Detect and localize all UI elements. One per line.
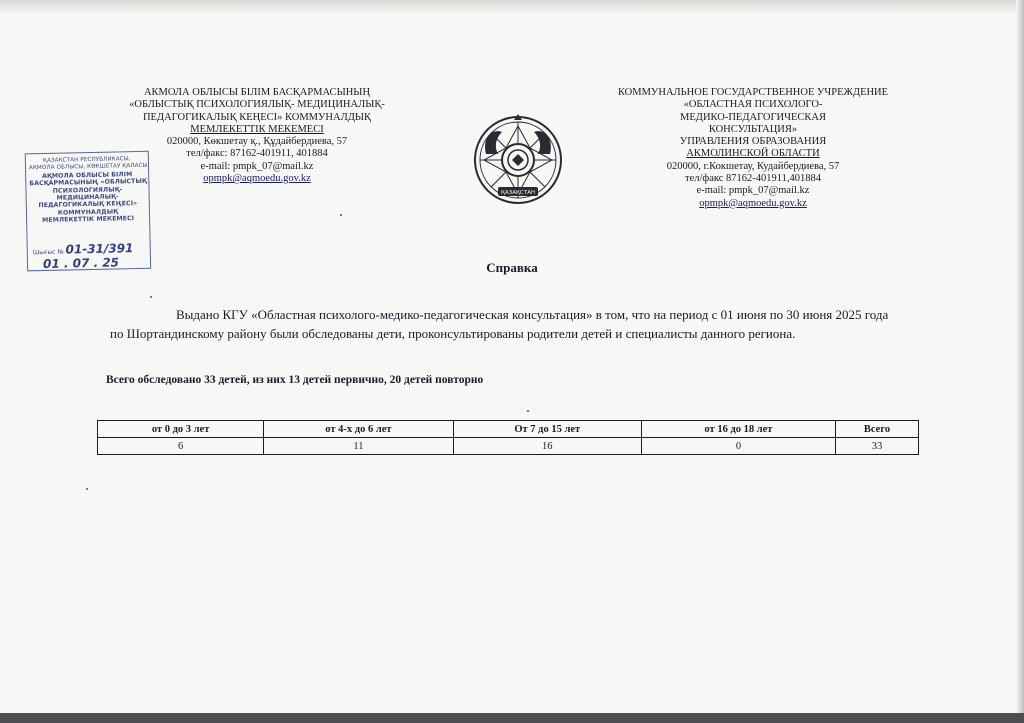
stamp-line: ҚАЗАҚСТАН РЕСПУБЛИКАСЫ, xyxy=(42,156,131,164)
header-left-kazakh xyxy=(112,87,402,185)
age-group-stats-table xyxy=(97,420,919,455)
table-cell: 16 xyxy=(453,438,641,455)
stamp-line: ПЕДАГОГИКАЛЫҚ КЕҢЕСІ» xyxy=(38,200,138,210)
stamp-line: ПСИХОЛОГИЯЛЫҚ- xyxy=(52,185,123,195)
header-right-email: e-mail: pmpk_07@mail.kz xyxy=(696,185,810,197)
body-line-1: Выдано КГУ «Областная психолого-медико-педагогическая консультация» в том, что на период с 01 июня по 30 июня 2025 года xyxy=(176,307,889,322)
emblem-banner-text: ҚАЗАҚСТАН xyxy=(501,190,535,196)
stamp-number-label: Шығыс № xyxy=(32,248,64,257)
table-header-row xyxy=(98,421,919,438)
table-cell: 11 xyxy=(264,438,453,455)
header-right-phone: тел/факс 87162-401911,401884 xyxy=(685,173,821,185)
header-left-line: АКМОЛА ОБЛЫСЫ БІЛІМ БАСҚАРМАСЫНЫҢ xyxy=(143,87,371,98)
column-header: от 16 до 18 лет xyxy=(641,421,835,438)
header-left-email: e-mail: pmpk_07@mail.kz xyxy=(200,160,314,172)
stamp-line: МЕМЛЕКЕТТІК МЕКЕМЕСІ xyxy=(42,215,135,225)
scan-speck xyxy=(340,214,342,216)
header-left-link[interactable]: opmpk@aqmoedu.gov.kz xyxy=(203,173,311,185)
header-right-line: АКМОЛИНСКОЙ ОБЛАСТИ xyxy=(686,148,820,160)
stamp-line: БАСҚАРМАСЫНЫҢ «ОБЛЫСТЫҚ xyxy=(29,178,147,188)
column-header: От 7 до 15 лет xyxy=(453,421,641,438)
stamp-line: АҚМОЛА ОБЛЫСЫ БІЛІМ xyxy=(42,170,133,180)
stamp-line: АҚМОЛА ОБЛЫСЫ, КӨКШЕТАУ ҚАЛАСЫ xyxy=(28,163,148,172)
header-right-address: 020000, г.Кокшетау, Кудайбердиева, 57 xyxy=(666,160,840,172)
header-left-phone: тел/факс: 87162-401911, 401884 xyxy=(186,148,328,160)
document-title: Справка xyxy=(486,260,538,275)
scan-speck xyxy=(150,296,152,298)
summary-text: Всего обследовано 33 детей, из них 13 детей первично, 20 детей повторно xyxy=(106,374,484,386)
header-right-russian xyxy=(596,87,910,210)
table-cell: 33 xyxy=(836,438,919,455)
header-right-line: МЕДИКО-ПЕДАГОГИЧЕСКАЯ xyxy=(680,111,826,123)
table-cell: 0 xyxy=(641,438,835,455)
scan-speck xyxy=(86,488,88,490)
stamp-line: МЕДИЦИНАЛЫҚ- xyxy=(56,193,119,202)
header-right-line: УПРАВЛЕНИЯ ОБРАЗОВАНИЯ xyxy=(679,136,827,148)
page-top-edge xyxy=(0,0,1024,14)
kazakhstan-state-emblem-icon xyxy=(472,114,564,206)
stamp-number-value: 01-31/391 xyxy=(65,241,134,257)
header-left-line: МЕМЛЕКЕТТІК МЕКЕМЕСІ xyxy=(190,123,324,135)
header-left-address: 020000, Көкшетау қ., Құдайбердиева, 57 xyxy=(166,136,348,148)
page-right-edge xyxy=(1016,0,1024,723)
header-left-line: ПЕДАГОГИКАЛЫҚ КЕҢЕСІ» КОММУНАЛДЫҚ xyxy=(142,111,372,123)
body-line-2: по Шортандинскому району были обследованы дети, проконсультированы родители детей и специалисты данного региона. xyxy=(110,326,796,341)
header-right-line: КОММУНАЛЬНОЕ ГОСУДАРСТВЕННОЕ УЧРЕЖДЕНИЕ xyxy=(617,87,889,98)
scan-bottom-edge xyxy=(0,713,1024,723)
stamp-text xyxy=(29,156,146,225)
header-right-line: «ОБЛАСТНАЯ ПСИХОЛОГО- xyxy=(683,99,823,111)
header-right-link[interactable]: opmpk@aqmoedu.gov.kz xyxy=(699,197,807,209)
outgoing-registration-stamp xyxy=(25,151,156,278)
scan-speck xyxy=(527,410,529,412)
table-cell: 6 xyxy=(98,438,264,455)
stamp-date-value: 01 . 07 . 25 xyxy=(42,255,120,271)
certificate-body xyxy=(110,305,1000,343)
table-row xyxy=(98,438,919,455)
stamp-line: КОММУНАЛДЫҚ xyxy=(57,208,119,217)
column-header: от 4-х до 6 лет xyxy=(264,421,453,438)
header-left-line: «ОБЛЫСТЫҚ ПСИХОЛОГИЯЛЫҚ- МЕДИЦИНАЛЫҚ- xyxy=(129,99,385,111)
header-right-line: КОНСУЛЬТАЦИЯ» xyxy=(708,123,798,135)
column-header: от 0 до 3 лет xyxy=(98,421,264,438)
column-header: Всего xyxy=(836,421,919,438)
